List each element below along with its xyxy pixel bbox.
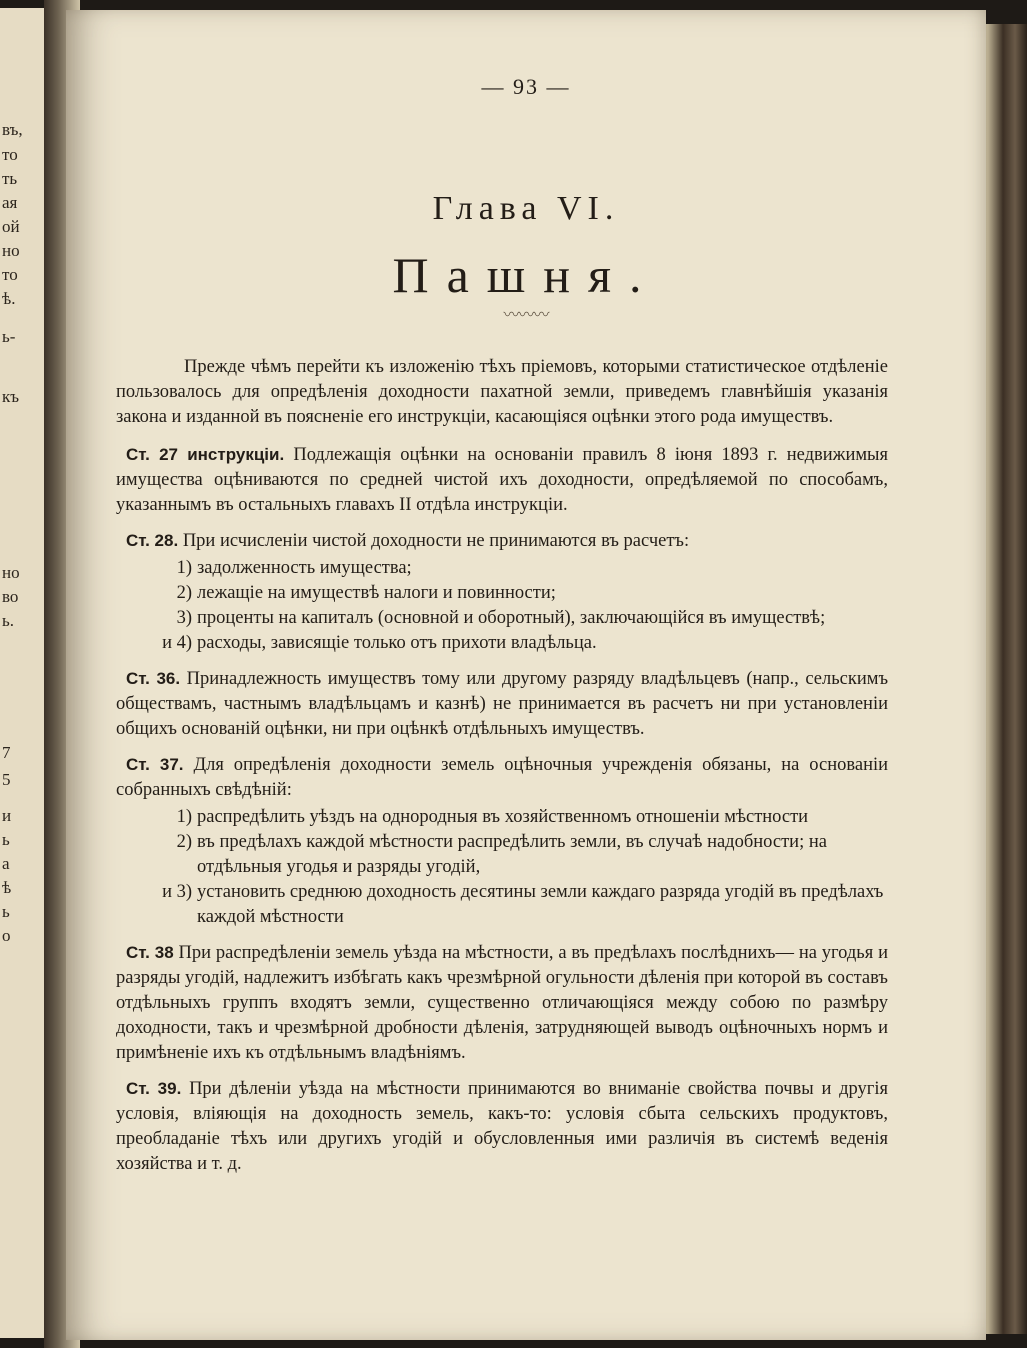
left-page-fragment: ая xyxy=(2,193,18,212)
article-28-list xyxy=(116,556,888,656)
article-text: Подлежащія оцѣнки на основаніи правилъ 8 іюня 1893 г. недвижимыя имущества оцѣниваются по средней чистой ихъ доходности, опредѣляемой по способамъ, указаннымъ въ остальныхъ главахъ II отдѣла инструкціи. xyxy=(116,445,888,515)
article-label: Ст. 27 инструкціи. xyxy=(126,445,285,464)
article-text: Принадлежность имуществъ тому или другому разряду владѣльцевъ (напр., сельскимъ обществамъ, частнымъ владѣльцамъ и казнѣ) не принимается въ расчетъ ни при установленіи общихъ основаній оцѣнки, ни при оцѣнкѣ отдѣльныхъ имуществъ. xyxy=(116,669,889,739)
article-37-list xyxy=(116,805,888,930)
left-page-fragment: ой xyxy=(2,217,20,236)
article-36 xyxy=(116,666,888,742)
list-item-text: распредѣлить уѣздъ на однородныя въ хозяйственномъ отношеніи мѣстности xyxy=(197,807,809,827)
document-page xyxy=(66,10,986,1340)
chapter-title: Пашня. xyxy=(392,247,660,303)
list-item-text: установить среднюю доходность десятины земли каждаго разряда угодій въ предѣлахъ каждой мѣстности xyxy=(197,882,884,927)
left-page-fragment: ь xyxy=(2,902,10,921)
left-page-fragment: ѣ xyxy=(2,878,12,897)
list-item xyxy=(116,556,888,581)
left-page-fragment: ь xyxy=(2,830,10,849)
list-item xyxy=(116,631,888,656)
left-page-fragment: но xyxy=(2,241,20,260)
article-39 xyxy=(116,1076,888,1177)
article-28 xyxy=(116,528,888,554)
left-page-fragment: то xyxy=(2,145,18,164)
article-text: При дѣленіи уѣзда на мѣстности принимаются во вниманіе свойства почвы и другія условія, вліяющія на доходность земель, какъ-то: условія сбыта сельскихъ продуктовъ, преобладаніе тѣхъ или другихъ угодій и обусловленныя ими различія въ системѣ веденія хозяйства и т. д. xyxy=(116,1079,889,1174)
left-page-fragment: то xyxy=(2,265,18,284)
left-page-fragment: а xyxy=(2,854,10,873)
list-item-text: проценты на капиталъ (основной и оборотный), заключающійся въ имуществѣ; xyxy=(197,608,826,628)
article-text: При исчисленіи чистой доходности не принимаются въ расчетъ: xyxy=(182,531,690,551)
list-item xyxy=(116,805,888,830)
list-item xyxy=(116,606,888,631)
left-page-fragment: ть xyxy=(2,169,18,188)
list-item-number: и 3) xyxy=(162,882,192,902)
list-item xyxy=(116,581,888,606)
left-page-fragment: ь- xyxy=(2,327,16,346)
list-item xyxy=(116,830,888,880)
document-body xyxy=(116,355,888,1177)
list-item-text: въ предѣлахъ каждой мѣстности распредѣлить земли, въ случаѣ надобности; на отдѣльныя угодья и разряды угодій, xyxy=(197,832,827,877)
article-text: Для опредѣленія доходности земель оцѣночныя учрежденія обязаны, на основаніи собранныхъ свѣдѣній: xyxy=(116,755,889,800)
list-item-number: 2) xyxy=(176,583,192,603)
left-page-fragment: 7 xyxy=(2,743,11,762)
list-item-text: лежащіе на имуществѣ налоги и повинности; xyxy=(197,583,556,603)
article-label: Ст. 38 xyxy=(126,943,174,962)
article-label: Ст. 39. xyxy=(126,1079,182,1098)
left-page-fragment: во xyxy=(2,587,19,606)
left-page-fragment: ь. xyxy=(2,611,15,630)
chapter-label: Глава VI. xyxy=(432,190,620,227)
ornament-divider: 〰〰〰 xyxy=(503,305,549,324)
intro-paragraph: Прежде чѣмъ перейти къ изложенію тѣхъ пріемовъ, которыми статистическое отдѣленіе пользовалось для опредѣленія доходности пахатной земли, приведемъ главнѣйшія указанія закона и изданной въ поясненіе его инструкціи, касающіяся оцѣнки этого рода имуществъ. xyxy=(116,357,888,427)
article-label: Ст. 37. xyxy=(126,755,184,774)
left-page-fragment: ѣ. xyxy=(2,289,16,308)
left-page xyxy=(0,8,46,1338)
article-text: При распредѣленіи земель уѣзда на мѣстности, а въ предѣлахъ послѣднихъ— на угодья и разряды угодій, надлежитъ избѣгать какъ чрезмѣрной огульности дѣленія при которой въ составъ отдѣльныхъ группъ входятъ земли, существенно отличающіяся между собою по размѣру доходности, такъ и чрезмѣрной дробности дѣленія, затрудняющей выводъ оцѣночныхъ нормъ и примѣненіе ихъ къ отдѣльнымъ владѣніямъ. xyxy=(116,943,889,1063)
article-label: Ст. 28. xyxy=(126,531,179,550)
list-item-number: 1) xyxy=(176,558,192,578)
article-label: Ст. 36. xyxy=(126,669,181,688)
article-38 xyxy=(116,940,888,1066)
article-27 xyxy=(116,442,888,518)
list-item-text: задолженность имущества; xyxy=(197,558,412,578)
list-item xyxy=(116,880,888,930)
list-item-number: и 4) xyxy=(162,633,192,653)
left-page-fragment: 5 xyxy=(2,770,11,789)
left-page-fragment: въ, xyxy=(2,120,23,139)
list-item-number: 3) xyxy=(176,608,192,628)
left-page-fragment: о xyxy=(2,926,11,945)
list-item-text: расходы, зависящіе только отъ прихоти владѣльца. xyxy=(197,633,597,653)
left-page-fragment: но xyxy=(2,563,20,582)
list-item-number: 1) xyxy=(176,807,192,827)
left-page-fragment: и xyxy=(2,806,12,825)
left-page-fragment: къ xyxy=(2,387,20,406)
page-number: — 93 — xyxy=(481,74,571,99)
article-37 xyxy=(116,752,888,803)
list-item-number: 2) xyxy=(176,832,192,852)
